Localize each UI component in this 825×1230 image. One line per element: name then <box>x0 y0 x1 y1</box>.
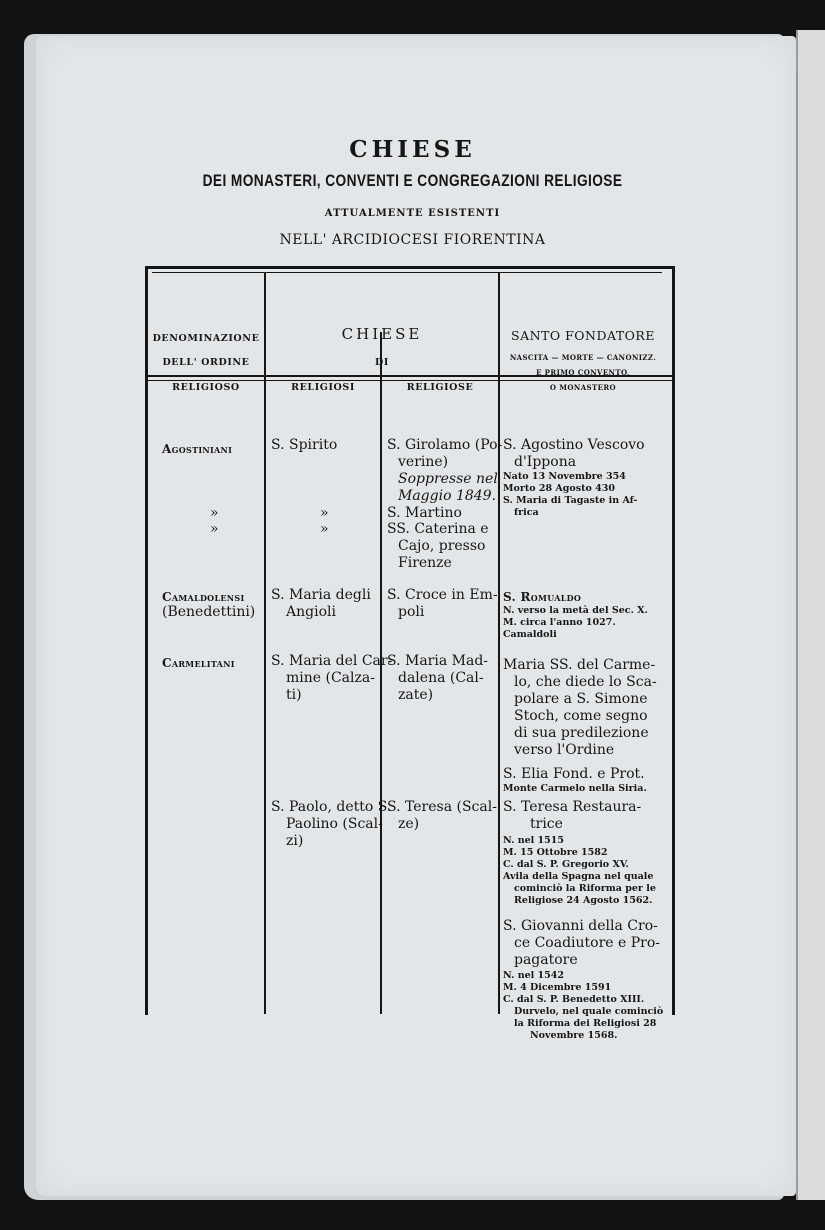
religiose-croce-1: S. Croce in Em- <box>387 587 498 603</box>
note-giovanni-3: C. dal S. P. Benedetto XIII. <box>503 994 645 1005</box>
header-ordine-3: RELIGIOSO <box>172 382 240 393</box>
header-fondatore: SANTO FONDATORE <box>511 328 655 343</box>
note-romualdo-3: Camaldoli <box>503 629 557 640</box>
religiose-caterina-1: SS. Caterina e <box>387 521 489 537</box>
header-ordine-2: DELL' ORDINE <box>162 357 250 368</box>
note-giovanni-4: Durvelo, nel quale cominciò <box>514 1006 664 1017</box>
religiose-girolamo-1: S. Girolamo (Po- <box>387 437 503 453</box>
religiose-croce-2: poli <box>398 604 425 620</box>
soppresse-2: Maggio 1849. <box>398 488 497 504</box>
fondatore-agostino-2: d'Ippona <box>514 454 577 470</box>
fondatore-maria-6: verso l'Ordine <box>514 742 615 758</box>
note-teresa-4: Avila della Spagna nel quale <box>503 871 654 882</box>
ordine-camaldolensi-1: Camaldolensi <box>162 590 245 604</box>
note-giovanni-5: la Riforma dei Religiosi 28 <box>514 1018 657 1029</box>
ditto-mark: » <box>320 505 329 521</box>
religiose-caterina-2: Cajo, presso <box>398 538 486 554</box>
header-di: DI <box>375 357 389 368</box>
page-subtitle-small: ATTUALMENTE ESISTENTI <box>324 208 501 219</box>
religiosi-paolino-2: Paolino (Scal- <box>286 816 383 832</box>
fondatore-maria-3: polare a S. Simone <box>514 691 648 707</box>
fondatore-maria-5: di sua predilezione <box>514 725 649 741</box>
note-teresa-1: N. nel 1515 <box>503 835 564 846</box>
religiose-maddalena-2: dalena (Cal- <box>398 670 484 686</box>
religiosi-paolino-3: zi) <box>286 833 304 849</box>
religiose-maddalena-3: zate) <box>398 687 434 703</box>
fondatore-teresa-1: S. Teresa Restaura- <box>503 799 642 815</box>
note-teresa-3: C. dal S. P. Gregorio XV. <box>503 859 629 870</box>
religiosi-paolino-1: S. Paolo, detto S. <box>271 799 392 815</box>
religiose-teresa-2: ze) <box>398 816 420 832</box>
religiose-teresa-1: S. Teresa (Scal- <box>387 799 497 815</box>
note-giovanni-2: M. 4 Dicembre 1591 <box>503 982 612 993</box>
page-subtitle-diocese: NELL' ARCIDIOCESI FIORENTINA <box>279 232 546 248</box>
ordine-camaldolensi-2: (Benedettini) <box>162 604 256 620</box>
header-chiese: CHIESE <box>341 325 423 343</box>
note-teresa-2: M. 15 Ottobre 1582 <box>503 847 608 858</box>
ditto-mark: » <box>210 505 219 521</box>
page-title: CHIESE <box>349 136 476 163</box>
ordine-agostiniani: Agostiniani <box>162 442 233 456</box>
note-giovanni-1: N. nel 1542 <box>503 970 564 981</box>
note-teresa-5: cominciò la Riforma per le <box>514 883 656 894</box>
religiosi-carmine-2: mine (Calza- <box>286 670 375 686</box>
note-giovanni-6: Novembre 1568. <box>530 1030 618 1041</box>
ditto-mark: » <box>320 521 329 537</box>
note-romualdo-1: N. verso la metà del Sec. X. <box>503 605 648 616</box>
fondatore-giovanni-1: S. Giovanni della Cro- <box>503 918 658 934</box>
religiosi-angioli-1: S. Maria degli <box>271 587 371 603</box>
note-agostino-4: frica <box>514 507 539 518</box>
header-ordine-1: DENOMINAZIONE <box>152 333 260 344</box>
religiose-martino: S. Martino <box>387 505 462 521</box>
fondatore-elia: S. Elia Fond. e Prot. <box>503 766 645 782</box>
ordine-carmelitani: Carmelitani <box>162 656 235 670</box>
fondatore-agostino-1: S. Agostino Vescovo <box>503 437 645 453</box>
religiose-caterina-3: Firenze <box>398 555 452 571</box>
religiose-girolamo-2: verine) <box>398 454 449 470</box>
religiosi-angioli-2: Angioli <box>286 604 336 620</box>
note-agostino-1: Nato 13 Novembre 354 <box>503 471 626 482</box>
fondatore-maria-4: Stoch, come segno <box>514 708 648 724</box>
fondatore-giovanni-3: pagatore <box>514 952 578 968</box>
header-fondatore-sub-2: E PRIMO CONVENTO, <box>536 368 630 377</box>
religiosi-spirito: S. Spirito <box>271 437 338 453</box>
fondatore-giovanni-2: ce Coadiutore e Pro- <box>514 935 661 951</box>
religiosi-carmine-3: ti) <box>286 687 302 703</box>
fondatore-maria-2: lo, che diede lo Sca- <box>514 674 657 690</box>
note-teresa-6: Religiose 24 Agosto 1562. <box>514 895 653 906</box>
ditto-mark: » <box>210 521 219 537</box>
page-subtitle: DEI MONASTERI, CONVENTI E CONGREGAZIONI RELIGIOSE <box>202 172 623 190</box>
note-agostino-2: Morto 28 Agosto 430 <box>503 483 615 494</box>
header-fondatore-sub-3: O MONASTERO <box>549 383 617 392</box>
religiosi-carmine-1: S. Maria del Car- <box>271 653 393 669</box>
table-inner-rule <box>152 272 662 274</box>
soppresse-1: Soppresse nel <box>398 471 498 487</box>
header-fondatore-sub-1: NASCITA — MORTE — CANONIZZ. <box>509 353 657 362</box>
header-religiose: RELIGIOSE <box>406 382 474 393</box>
fondatore-romualdo: S. Romualdo <box>503 590 582 604</box>
note-elia: Monte Carmelo nella Siria. <box>503 783 647 794</box>
religiose-maddalena-1: S. Maria Mad- <box>387 653 489 669</box>
column-divider <box>380 332 382 1014</box>
note-romualdo-2: M. circa l'anno 1027. <box>503 617 616 628</box>
fondatore-teresa-2: trice <box>530 816 563 832</box>
header-religiosi: RELIGIOSI <box>291 382 355 393</box>
facing-page-edge <box>796 30 825 1200</box>
note-agostino-3: S. Maria di Tagaste in Af- <box>503 495 638 506</box>
fondatore-maria-1: Maria SS. del Carme- <box>503 657 656 673</box>
